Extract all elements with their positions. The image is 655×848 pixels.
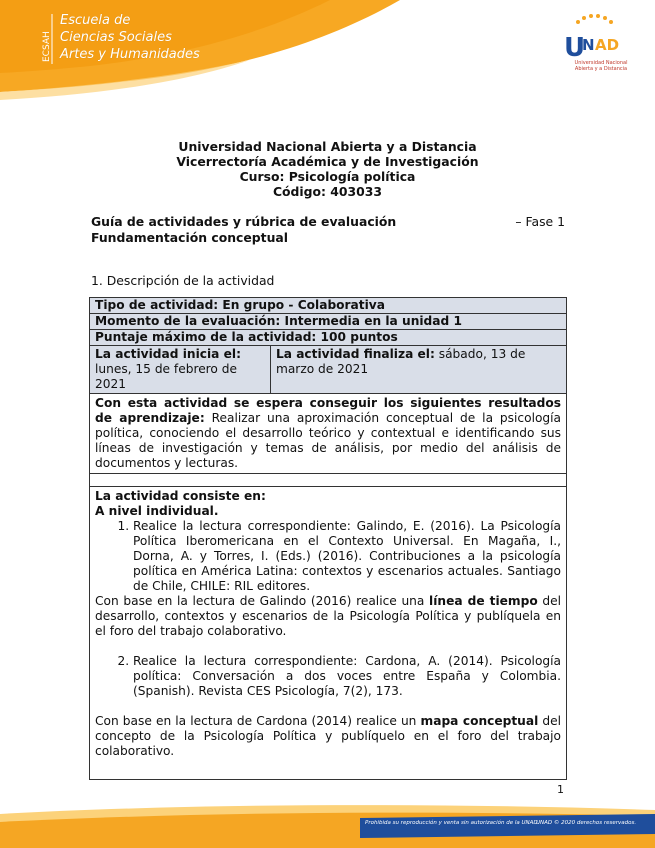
guide-title-phase: – Fase 1 [515, 214, 565, 229]
guide-title-line2: Fundamentación conceptual [91, 230, 289, 245]
unad-caption-2: Abierta y a Distancia [574, 66, 628, 72]
university-name: Universidad Nacional Abierta y a Distancia [178, 139, 477, 154]
reading-list-2 [95, 654, 561, 699]
dates-row [90, 346, 566, 394]
section-title: 1. Descripción de la actividad [91, 273, 275, 288]
puntaje-row: Puntaje máximo de la actividad: 100 puntos [90, 330, 566, 346]
svg-text:ECSAH: ECSAH [42, 31, 52, 62]
end-date-cell: La actividad finaliza el: sábado, 13 de marzo de 2021 [275, 347, 526, 376]
activity-table [89, 297, 567, 780]
title-block [0, 139, 655, 199]
concept-map-instruction: Con base en la lectura de Cardona (2014) realice un mapa conceptual del concepto de la Psicología Política y publíquelo en el foro del trabajo colaborativo. [95, 714, 561, 758]
svg-text:N: N [582, 36, 595, 54]
unad-logo-caption [556, 60, 646, 72]
momento-row: Momento de la evaluación: Intermedia en la unidad 1 [90, 314, 566, 330]
reading-list-1 [95, 519, 561, 594]
timeline-instruction: Con base en la lectura de Galindo (2016) realice una línea de tiempo del desarrollo, contextos y escenarios de la Psicología Política y publíquela en el foro del trabajo colaborativo. [95, 594, 561, 638]
guide-title-main: Guía de actividades y rúbrica de evaluación [91, 214, 397, 229]
guide-title [91, 214, 565, 246]
school-name [60, 12, 200, 63]
footer-copyright-notice: Prohibida su reproducción y venta sin autorización de la UNAD. [365, 820, 540, 826]
reading-item-1: 1. Realice la lectura correspondiente: Galindo, E. (2016). La Psicología Política Iberomericana en el Contexto Universal. En Magaña, I., Dorna, A. y Torres, I. (Eds.) (2016). Contribuciones a la psicología política en América Latina: contextos y escenarios actuales. Santiago de Chile, CHILE: RIL editores. [133, 519, 561, 594]
school-line-1: Escuela de [60, 13, 131, 28]
reading-item-2: 2. Realice la lectura correspondiente: Cardona, A. (2014). Psicología política: Conversación a dos voces entre España y Colombia. (Spanish). Revista CES Psicología, 7(2), 173. [133, 654, 561, 699]
svg-text:U: U [564, 33, 586, 63]
course-name: Curso: Psicología política [239, 169, 416, 184]
course-code: Código: 403033 [272, 184, 383, 199]
unad-caption-1: Universidad Nacional [574, 60, 628, 66]
tipo-row: Tipo de actividad: En grupo - Colaborativa [90, 298, 566, 314]
learning-outcomes: Con esta actividad se espera conseguir los siguientes resultados de aprendizaje: Realizar una aproximación conceptual de la psicología política, conociendo el desarrollo teórico y contextual e identificando sus líneas de investigación y temas de análisis, por medio del análisis de documentos y lecturas. [90, 394, 566, 474]
school-line-3: Artes y Humanidades [60, 47, 200, 62]
school-line-2: Ciencias Sociales [60, 30, 172, 45]
start-date-cell: La actividad inicia el: lunes, 15 de febrero de 2021 [90, 346, 271, 393]
page-number: 1 [557, 783, 564, 796]
svg-text:AD: AD [595, 36, 620, 54]
ecsah-vertical-logo [38, 14, 54, 64]
vicerrectoria: Vicerrectoría Académica y de Investigación [176, 154, 479, 169]
footer-rights: UNAD © 2020 derechos reservados. [536, 820, 637, 826]
activity-description: La actividad consiste en: A nivel individual. 1. Realice la lectura correspondiente: Galindo, E. (2016). La Psicología Política Iberomericana en el Contexto Universal. En Magaña, I., Dorna, A. y Torres, I. (Eds.) (2016). Contribuciones a la psicología política en América Latina: contextos y escenarios actuales. Santiago de Chile, CHILE: RIL editores. Con base en la lectura de Galindo (2016) realice una línea de tiempo del desarrollo, contextos y escenarios de la Psicología Política y publíquela en el foro del trabajo colaborativo. 2. Realice la lectura correspondiente: Cardona, A. (2014). Psicología política: Conversación a dos voces entre España y Colombia. (Spanish). Revista CES Psicología, 7(2), 173. Con base en la lectura de Cardona (2014) realice un mapa conceptual del concepto de la Psicología Política y publíquelo en el foro del trabajo colaborativo. [90, 487, 566, 779]
spacer-row [90, 474, 566, 487]
